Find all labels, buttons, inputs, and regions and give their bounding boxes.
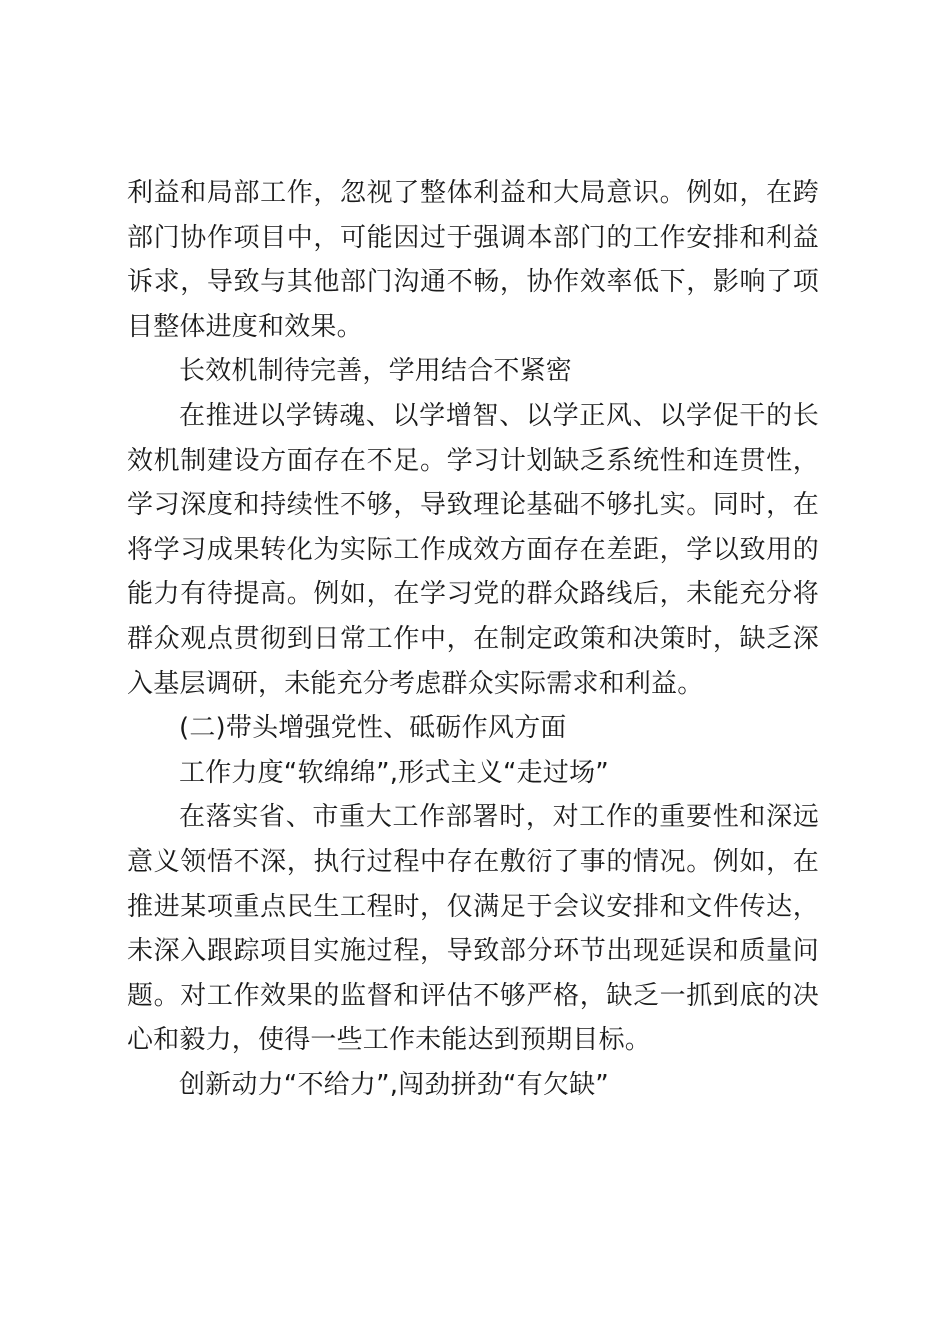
subheading-innovation-drive: 创新动力“不给力”,闯劲拼劲“有欠缺”: [179, 1069, 609, 1100]
subheading-work-intensity: 工作力度“软绵绵”,形式主义“走过场”: [179, 757, 609, 788]
document-body: [127, 171, 819, 1107]
paragraph-work-intensity: 在落实省、市重大工作部署时，对工作的重要性和深远意义领悟不深，执行过程中存在敷衍了事的情况。例如，在推进某项重点民生工程时，仅满足于会议安排和文件传达，未深入跟踪项目实施过程，导致部分环节出现延误和质量问题。对工作效果的监督和评估不够严格，缺乏一抓到底的决心和毅力，使得一些工作未能达到预期目标。: [127, 802, 819, 1056]
paragraph-continuation: 利益和局部工作，忽视了整体利益和大局意识。例如，在跨部门协作项目中，可能因过于强调本部门的工作安排和利益诉求，导致与其他部门沟通不畅，协作效率低下，影响了项目整体进度和效果。: [127, 178, 819, 342]
paragraph-long-term-mechanism: 在推进以学铸魂、以学增智、以学正风、以学促干的长效机制建设方面存在不足。学习计划缺乏系统性和连贯性，学习深度和持续性不够，导致理论基础不够扎实。同时，在将学习成果转化为实际工作成效方面存在差距，学以致用的能力有待提高。例如，在学习党的群众路线后，未能充分将群众观点贯彻到日常工作中，在制定政策和决策时，缺乏深入基层调研，未能充分考虑群众实际需求和利益。: [127, 400, 819, 699]
subheading-long-term-mechanism: 长效机制待完善，学用结合不紧密: [179, 356, 573, 387]
section-heading-party-spirit: (二)带头增强党性、砥砺作风方面: [179, 713, 567, 744]
